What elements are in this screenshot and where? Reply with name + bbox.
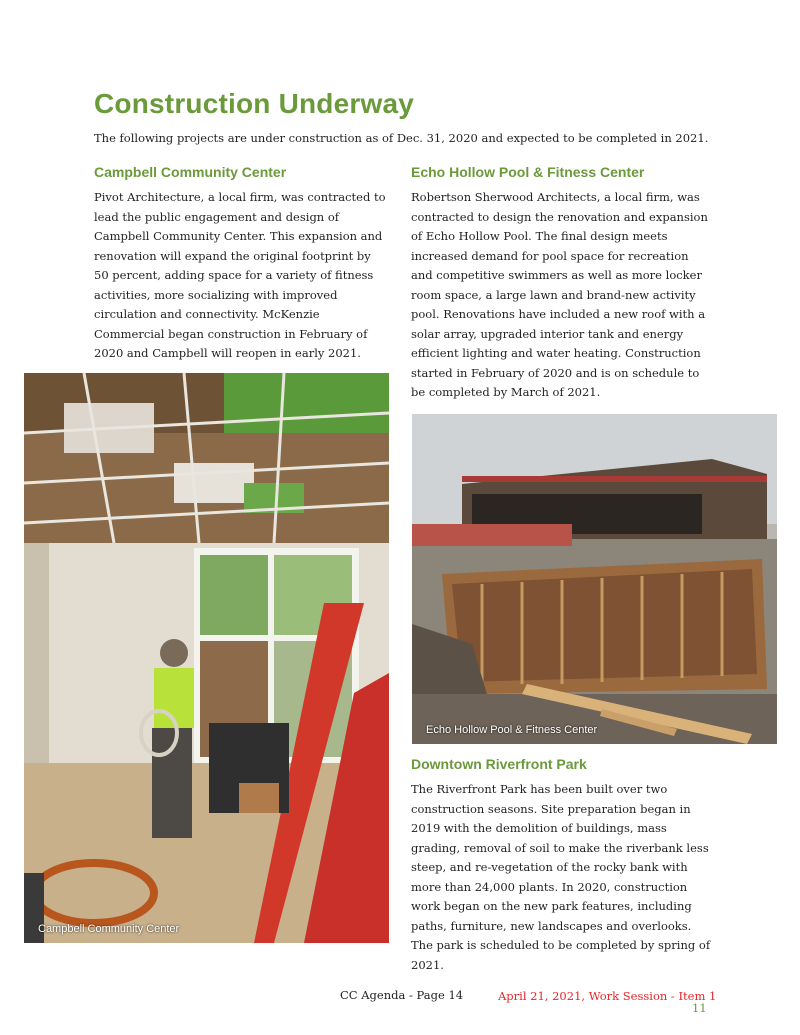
campbell-heading: Campbell Community Center [94, 164, 287, 180]
footer-session: April 21, 2021, Work Session - Item 1 [498, 989, 717, 1003]
echo-hollow-caption: Echo Hollow Pool & Fitness Center [426, 724, 598, 736]
campbell-photo [24, 373, 389, 943]
echo-hollow-construction-image [412, 414, 777, 744]
footer-agenda-page: CC Agenda - Page 14 [340, 988, 464, 1002]
echo-hollow-body: Robertson Sherwood Architects, a local firm, was contracted to design the renovation and expansion of Echo Hollow Pool. The final design meets increased demand for pool space for recreation and competitive swimmers as well as more locker room space, a large lawn and brand-new activity pool. Renovations have included a new roof with a solar array, upgraded interior tank and energy efficient lighting and water heating. Construction started in February of 2020 and is on schedule to be completed by March of 2021. [411, 190, 708, 399]
page-number: 11 [692, 1001, 707, 1015]
echo-hollow-heading: Echo Hollow Pool & Fitness Center [411, 164, 645, 180]
riverfront-heading: Downtown Riverfront Park [411, 756, 587, 772]
page-title: Construction Underway [94, 88, 415, 119]
campbell-body: Pivot Architecture, a local firm, was contracted to lead the public engagement and design of Campbell Community Center. This expansion and renovation will expand the original footprint by 50 percent, adding space for a variety of fitness activities, more socializing with improved circulation and connectivity. McKenzie Commercial began construction in February of 2020 and Campbell will reopen in early 2021. [94, 190, 386, 360]
echo-hollow-photo [412, 414, 777, 744]
campbell-caption: Campbell Community Center [38, 923, 180, 935]
campbell-construction-image [24, 373, 389, 943]
riverfront-body: The Riverfront Park has been built over two construction seasons. Site preparation began in 2019 with the demolition of buildings, mass grading, removal of soil to make the riverbank less steep, and re-vegetation of the rocky bank with more than 24,000 plants. In 2020, construction work began on the new park features, including paths, furniture, new landscapes and overlooks. The park is scheduled to be completed by spring of 2021. [411, 782, 711, 972]
intro-text: The following projects are under construction as of Dec. 31, 2020 and expected to be completed in 2021. [94, 131, 709, 145]
